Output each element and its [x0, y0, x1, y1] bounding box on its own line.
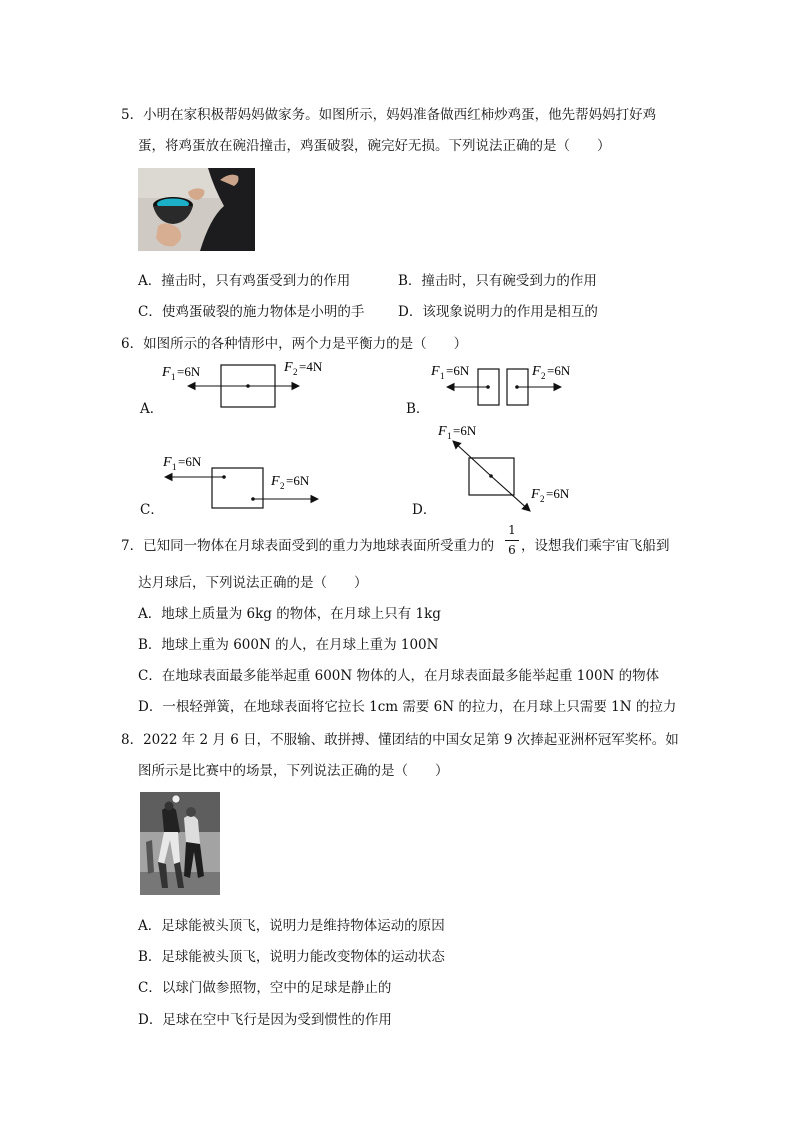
- q6b-f2-symbol: F: [532, 364, 541, 379]
- q6b-f1-sub: 1: [440, 371, 445, 381]
- q5-option-d[interactable]: D．该现象说明力的作用是相互的: [398, 304, 598, 320]
- q6-diagram-b: [425, 355, 595, 415]
- q7-option-c[interactable]: C．在地球表面最多能举起重 600N 物体的人，在月球表面最多能举起重 100N 的物体: [138, 668, 660, 684]
- q6c-f1-sub: 1: [172, 462, 177, 472]
- q7-option-d[interactable]: D．一根轻弹簧，在地球表面将它拉长 1cm 需要 6N 的拉力，在月球上只需要 1N 的拉力: [138, 699, 677, 715]
- q6d-f2-symbol: F: [531, 487, 540, 502]
- q7-option-a[interactable]: A．地球上质量为 6kg 的物体，在月球上只有 1kg: [138, 606, 441, 622]
- q5-option-a[interactable]: A．撞击时，只有鸡蛋受到力的作用: [138, 273, 351, 289]
- q5-stem-line1: 5．小明在家积极帮妈妈做家务。如图所示，妈妈准备做西红柿炒鸡蛋，他先帮妈妈打好鸡: [121, 107, 657, 123]
- q6c-f2-value: =6N: [286, 473, 310, 488]
- q6-diagram-a: [155, 355, 345, 415]
- q6c-f2-sub: 2: [280, 481, 285, 491]
- q8-stem-line1: 8．2022 年 2 月 6 日，不服输、敢拼搏、懂团结的中国女足第 9 次捧起亚洲杯冠军奖杯。如: [121, 732, 679, 748]
- q8-option-b[interactable]: B．足球能被头顶飞，说明力能改变物体的运动状态: [138, 949, 445, 965]
- q6b-f1-symbol: F: [431, 364, 440, 379]
- q6a-f2-value: =4N: [299, 359, 323, 374]
- q5-option-b[interactable]: B．撞击时，只有碗受到力的作用: [398, 273, 597, 289]
- q6a-f1-value: =6N: [177, 364, 201, 379]
- q6a-f2-sub: 2: [293, 367, 298, 377]
- q6a-f2-symbol: F: [284, 360, 293, 375]
- q6-diagram-d: [430, 420, 590, 515]
- q6b-f2-value: =6N: [547, 363, 571, 378]
- q6c-f2-symbol: F: [271, 474, 280, 489]
- egg-bowl-photo: [138, 168, 255, 251]
- q8-stem-line2: 图所示是比赛中的场景，下列说法正确的是（ ）: [138, 763, 449, 779]
- q7-stem-line1: 7．已知同一物体在月球表面受到的重力为地球表面所受重力的: [121, 538, 495, 554]
- q6b-f2-sub: 2: [541, 371, 546, 381]
- q7-stem-line1-tail: ，设想我们乘宇宙飞船到: [521, 538, 670, 554]
- q6-diagram-c: [155, 448, 335, 513]
- q6-option-c-label[interactable]: C．: [140, 502, 164, 518]
- q5-option-c[interactable]: C．使鸡蛋破裂的施力物体是小明的手: [138, 304, 365, 320]
- q7-fraction-bar: [505, 540, 519, 541]
- q6-option-a-label[interactable]: A．: [140, 401, 164, 417]
- q7-stem-line2: 达月球后，下列说法正确的是（ ）: [138, 575, 368, 591]
- q7-option-b[interactable]: B．地球上重为 600N 的人，在月球上重为 100N: [138, 637, 439, 653]
- q8-option-d[interactable]: D．足球在空中飞行是因为受到惯性的作用: [138, 1012, 392, 1028]
- q5-stem-line2: 蛋，将鸡蛋放在碗沿撞击，鸡蛋破裂，碗完好无损。下列说法正确的是（ ）: [138, 138, 611, 154]
- q6a-f1-sub: 1: [171, 372, 176, 382]
- q6d-f2-sub: 2: [540, 494, 545, 504]
- soccer-match-photo: [140, 792, 220, 895]
- q6d-f1-value: =6N: [453, 423, 477, 438]
- q6-option-d-label[interactable]: D．: [412, 502, 437, 518]
- q8-option-c[interactable]: C．以球门做参照物，空中的足球是静止的: [138, 980, 392, 996]
- q6-option-b-label[interactable]: B．: [406, 401, 430, 417]
- q6d-f1-sub: 1: [447, 431, 452, 441]
- q7-fraction-numerator: 1: [508, 523, 516, 537]
- q6c-f1-symbol: F: [163, 455, 172, 470]
- q7-fraction-denominator: 6: [508, 543, 516, 557]
- q6d-f1-symbol: F: [438, 424, 447, 439]
- q6-stem: 6．如图所示的各种情形中，两个力是平衡力的是（ ）: [121, 336, 468, 352]
- q6c-f1-value: =6N: [178, 454, 202, 469]
- q6d-f2-value: =6N: [546, 486, 570, 501]
- q6b-f1-value: =6N: [446, 363, 470, 378]
- q8-option-a[interactable]: A．足球能被头顶飞，说明力是维持物体运动的原因: [138, 918, 445, 934]
- q6a-f1-symbol: F: [162, 365, 171, 380]
